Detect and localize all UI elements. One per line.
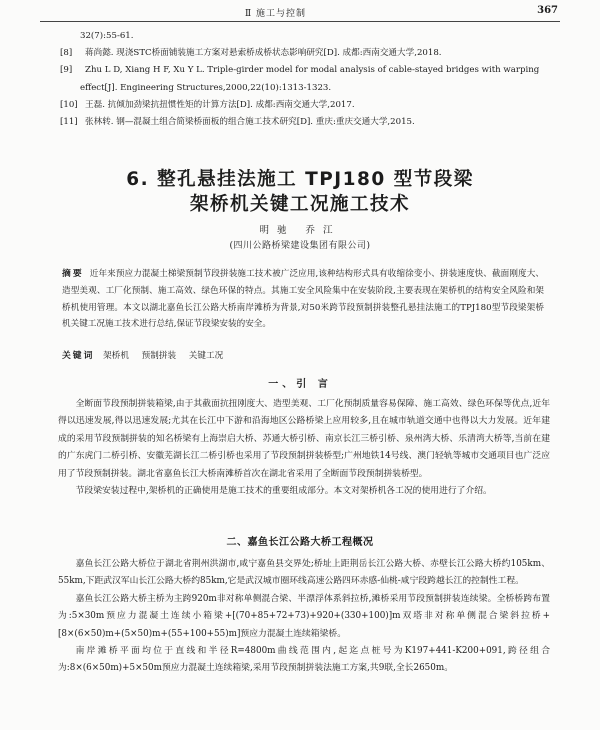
- abstract: [62, 266, 544, 333]
- section-heading-project-overview: 二、嘉鱼长江公路大桥工程概况: [226, 537, 374, 548]
- section-heading-introduction: 一、引 言: [268, 379, 332, 390]
- reference-number: [9]: [60, 65, 73, 76]
- reference-item: [60, 114, 560, 131]
- reference-text: 王磊. 抗倾加劲梁抗扭惯性矩的计算方法[D]. 成都:西南交通大学,2017.: [85, 99, 355, 110]
- page-number: 367: [537, 5, 558, 16]
- paragraph: 全断面节段预制拼装箱梁,由于其截面抗扭刚度大、造型美观、工厂化预制质量容易保障、施工高效、绿色环保等优点,近年得以迅速发展,得以迅速发展;尤其在长江中下游和沿海地区公路桥梁上应用较多,且在城市轨道交通中也得以大力发展。近年建成的采用节段预制拼装的知名桥梁有上海崇启大桥、苏通大桥引桥、南京长江三桥引桥、泉州湾大桥、乐清湾大桥等,当前在建的广东虎门二桥引桥、安徽芜湖长江二桥引桥也采用了节段预制拼装桥型;广州地铁14号线、澳门轻轨等城市交通项目也广泛应用了节段预制拼装。湖北省嘉鱼长江大桥南滩桥首次在湖北省采用了全断面节段预制拼装桥型。: [58, 399, 550, 479]
- reference-number: [11]: [60, 117, 78, 128]
- running-title: Ⅱ 施工与控制: [245, 9, 306, 19]
- paragraph: 嘉鱼长江公路大桥主桥为主跨920m非对称单侧混合梁、半漂浮体系斜拉桥,滩桥采用节段预制拼装连续梁。全桥桥跨布置为:5×30m预应力混凝土连续小箱梁+[(70+85+72+73)+920+(330+100)]m双塔非对称单侧混合梁斜拉桥+[8×(6×50)m+(5×50)m+(55+100+55)m]预应力混凝土连续箱梁桥。: [58, 593, 550, 639]
- reference-item: [60, 97, 560, 114]
- reference-text: effect[J]. Engineering Structures,2000,22(10):1313-1323.: [80, 82, 332, 93]
- affiliation: (四川公路桥梁建设集团有限公司): [229, 241, 371, 251]
- paragraph: 南岸滩桥平面均位于直线和半径R=4800m曲线范围内,起迄点桩号为K197+441-K200+091,跨径组合为:8×(6×50m)+5×50m预应力混凝土连续箱梁,采用节段预制拼装法施工方案,共9联,全长2650m。: [58, 646, 550, 674]
- reference-item: [60, 62, 560, 79]
- reference-number: [8]: [60, 48, 73, 59]
- reference-text: Zhu L D, Xiang H F, Xu Y L. Triple-girder model for modal analysis of cable-stayed bridges with warping: [85, 65, 540, 76]
- reference-text: 32(7):55-61.: [80, 31, 134, 41]
- keywords: [62, 348, 233, 361]
- reference-text: 张林转. 钢—混凝土组合简梁桥面板的组合施工技术研究[D]. 重庆:重庆交通大学,2015.: [85, 117, 415, 128]
- reference-number: [10]: [60, 99, 78, 110]
- reference-item: [60, 80, 560, 97]
- abstract-text: 近年来预应力混凝土梯梁预制节段拼装施工技术被广泛应用,该种结构形式具有收缩徐变小、拼装速度快、截面刚度大、造型美观、工厂化预制、施工高效、绿色环保的特点。其施工安全风险集中在安装阶段,主要表现在架桥机的结构安全风险和架桥机使用管理。本文以湖北嘉鱼长江公路大桥南岸滩桥为背景,对50米跨节段预制拼装整孔悬挂法施工的TPJ180型节段梁架桥机关键工况施工技术进行总结,保证节段梁安装的安全。: [62, 269, 544, 330]
- article-title-line-2: 架桥机关键工况施工技术: [189, 194, 410, 215]
- reference-item: [60, 45, 560, 62]
- reference-text: 蒋尚懿. 现浇STC桥面铺装施工方案对悬索桥成桥状态影响研究[D]. 成都:西南交通大学,2018.: [85, 48, 442, 59]
- paragraph: 嘉鱼长江公路大桥位于湖北省荆州洪湖市,咸宁嘉鱼县交界处;桥址上距荆岳长江公路大桥、赤壁长江公路大桥约105km、55km,下距武汉军山长江公路大桥约85km,它是武汉城市圈环线高速公路四环赤感-仙桃-咸宁段跨越长江的控制性工程。: [58, 559, 550, 587]
- section-body-project-overview: [58, 556, 550, 678]
- reference-item: [60, 28, 560, 45]
- section-body-introduction: [58, 396, 550, 500]
- authors: 明驰 乔江: [259, 225, 341, 236]
- keywords-label: 关键词: [62, 351, 95, 361]
- abstract-label: 摘要: [62, 269, 84, 279]
- keyword: 预制拼装: [141, 351, 177, 361]
- keyword: 架桥机: [103, 351, 129, 361]
- reference-list: [60, 28, 560, 131]
- running-header: [40, 4, 560, 22]
- paragraph: 节段梁安装过程中,架桥机的正确使用是施工技术的重要组成部分。本文对架桥机各工况的使用进行了介绍。: [75, 486, 492, 497]
- keyword: 关键工况: [188, 351, 224, 361]
- article-title-line-1: 6. 整孔悬挂法施工 TPJ180 型节段梁: [126, 169, 474, 190]
